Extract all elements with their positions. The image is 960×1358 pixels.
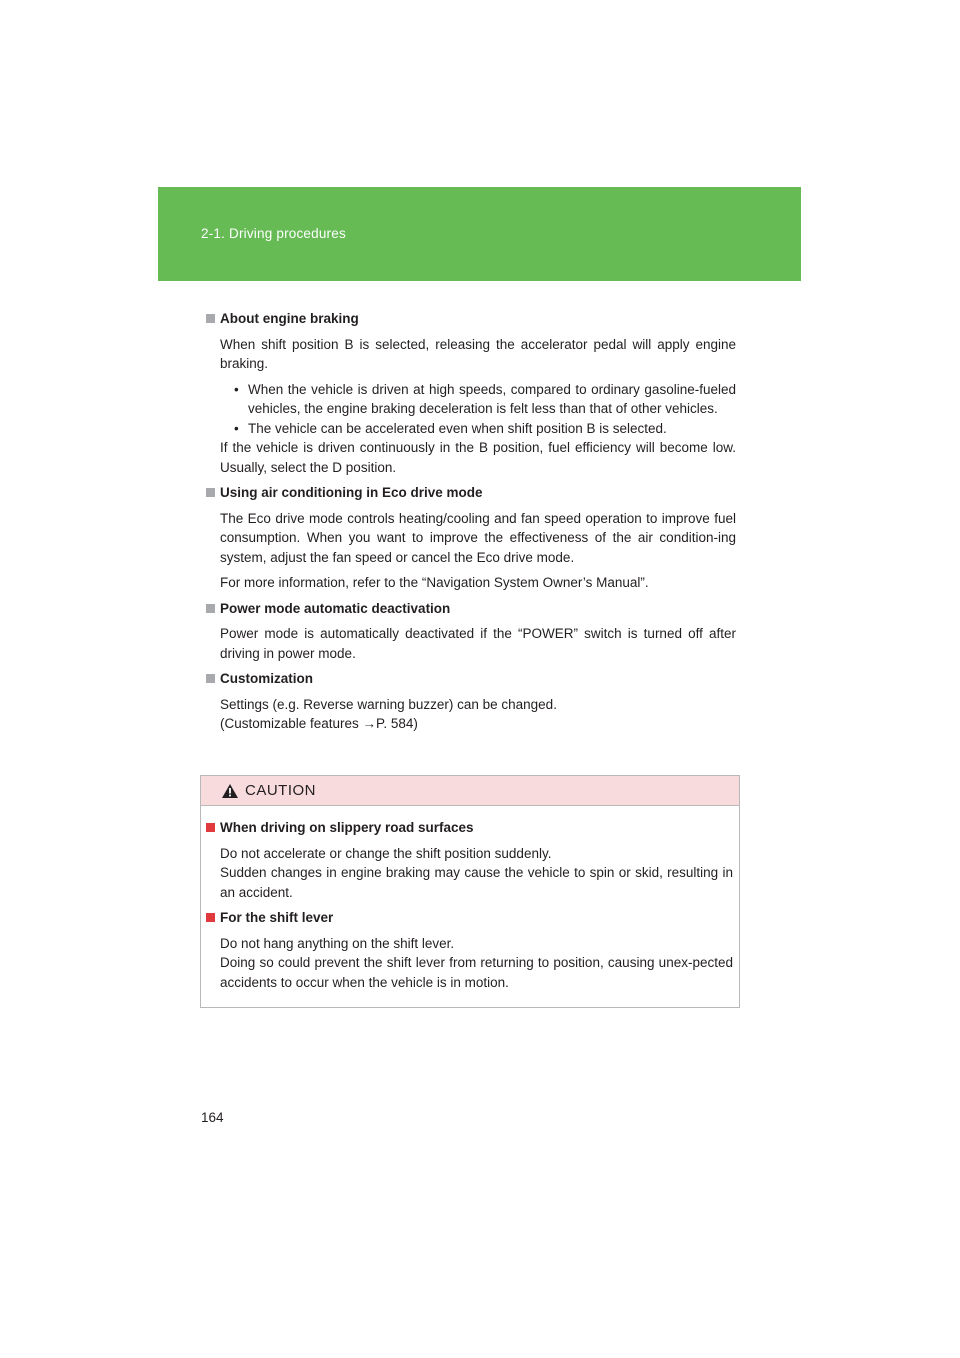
paragraph: If the vehicle is driven continuously in the B position, fuel efficiency will become low. Usually, select the D position. <box>220 440 736 475</box>
section-engine-braking <box>206 309 736 477</box>
section-eco-drive-ac <box>206 483 736 593</box>
square-bullet-icon <box>206 913 215 922</box>
paragraph: Do not hang anything on the shift lever. <box>220 935 455 951</box>
square-bullet-icon <box>206 488 215 497</box>
bullet-dot-icon: • <box>234 381 239 397</box>
paragraph: When shift position B is selected, releasing the accelerator pedal will apply engine braking. <box>220 336 736 371</box>
cross-reference: (Customizable features →P. 584) <box>220 716 418 731</box>
paragraph: The Eco drive mode controls heating/cooling and fan speed operation to improve fuel consumption. When you want to improve the effectiveness of the air condition-ing system, adjust the fan speed or cancel the Eco drive mode. <box>220 510 736 565</box>
square-bullet-icon <box>206 823 215 832</box>
caution-item-slippery-road <box>206 818 733 902</box>
section-heading: Power mode automatic deactivation <box>220 600 451 616</box>
caution-heading: For the shift lever <box>220 910 334 925</box>
square-bullet-icon <box>206 604 215 613</box>
list-item: • When the vehicle is driven at high speeds, compared to ordinary gasoline-fueled vehicles, the engine braking deceleration is felt less than that of other vehicles. <box>220 380 736 419</box>
square-bullet-icon <box>206 314 215 323</box>
section-power-mode <box>206 599 736 664</box>
caution-heading: When driving on slippery road surfaces <box>220 820 474 835</box>
paragraph: Power mode is automatically deactivated if the “POWER” switch is turned off after driving in power mode. <box>220 626 736 661</box>
caution-box <box>200 775 740 1008</box>
paragraph: Do not accelerate or change the shift position suddenly. <box>220 845 552 861</box>
section-customization <box>206 669 736 734</box>
paragraph: Doing so could prevent the shift lever from returning to position, causing unex-pected accidents to occur when the vehicle is in motion. <box>220 955 733 990</box>
paragraph: Sudden changes in engine braking may cause the vehicle to spin or skid, resulting in an accident. <box>220 865 733 900</box>
caution-header <box>201 776 739 806</box>
main-content <box>206 309 736 740</box>
paragraph: For more information, refer to the “Navigation System Owner’s Manual”. <box>220 575 649 590</box>
paragraph: Settings (e.g. Reverse warning buzzer) can be changed. <box>220 696 557 712</box>
chapter-title: 2-1. Driving procedures <box>201 226 346 241</box>
caution-title: CAUTION <box>245 782 316 799</box>
page-number: 164 <box>201 1110 224 1125</box>
bullet-dot-icon: • <box>234 420 239 436</box>
caution-item-shift-lever <box>206 908 733 992</box>
square-bullet-icon <box>206 674 215 683</box>
chapter-header-band <box>158 187 801 281</box>
section-heading: Using air conditioning in Eco drive mode <box>220 485 483 500</box>
section-heading: About engine braking <box>220 311 359 326</box>
list-item: • The vehicle can be accelerated even when shift position B is selected. <box>220 419 736 439</box>
section-heading: Customization <box>220 671 313 686</box>
warning-triangle-icon <box>221 783 239 799</box>
